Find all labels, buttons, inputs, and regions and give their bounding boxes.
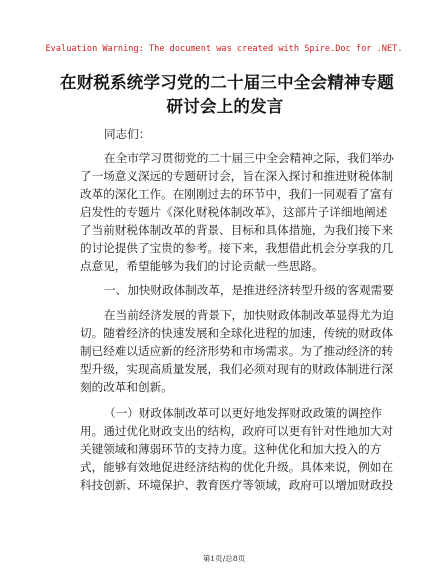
paragraph-3-line: （一）财政体制改革可以更好地发挥财政政策的调控作: [104, 406, 383, 420]
salutation: 同志们：: [104, 127, 151, 141]
paragraph-2-line: 刻的改革和创新。: [80, 380, 173, 394]
section-heading-1: 一、加快财政体制改革，是推进经济转型升级的客观需要: [104, 283, 394, 297]
paragraph-1-line: 了一场意义深远的专题研讨会，旨在深入探讨和推进财税体制: [80, 169, 394, 183]
paragraph-1-line: 启发性的专题片《深化财税体制改革》，这部片子详细地阐述: [80, 205, 388, 219]
document-title-line-2: 研讨会上的发言: [166, 97, 284, 116]
paragraph-1-line: 点意见，希望能够为我们的讨论贡献一些思路。: [80, 259, 324, 273]
paragraph-1-line: 的讨论提供了宝贵的参考。接下来，我想借此机会分享我的几: [80, 241, 394, 255]
paragraph-3-line: 用。通过优化财政支出的结构，政府可以更有针对性地加大对: [80, 424, 394, 438]
paragraph-2-line: 在当前经济发展的背景下，加快财政体制改革显得尤为迫: [104, 308, 394, 322]
paragraph-3-line: 关键领域和薄弱环节的支持力度。这种优化和加大投入的方: [80, 442, 382, 456]
paragraph-3-line: 科技创新、环境保护、教育医疗等领域，政府可以增加财政投: [80, 478, 394, 492]
paragraph-2-line: 制已经难以适应新的经济形势和市场需求。为了推动经济的转: [80, 344, 394, 358]
paragraph-2-line: 切。随着经济的快速发展和全球化进程的加速，传统的财政体: [80, 326, 394, 340]
page-footer: 第1页/总8页: [202, 554, 246, 563]
paragraph-1-line: 了当前财税体制改革的背景、目标和具体措施，为我们接下来: [80, 223, 394, 237]
paragraph-3-line: 式，能够有效地促进经济结构的优化升级。具体来说，例如在: [80, 460, 394, 474]
paragraph-1-line: 在全市学习贯彻党的二十届三中全会精神之际，我们举办: [104, 151, 394, 165]
paragraph-2-line: 型升级，实现高质量发展，我们必须对现有的财政体制进行深: [80, 362, 394, 376]
evaluation-warning: Evaluation Warning: The document was created with Spire.Doc for .NET.: [45, 44, 403, 54]
paragraph-1-line: 改革的深化工作。在刚刚过去的环节中，我们一同观看了富有: [80, 187, 394, 201]
document-title-line-1: 在财税系统学习党的二十届三中全会精神专题: [60, 73, 394, 92]
